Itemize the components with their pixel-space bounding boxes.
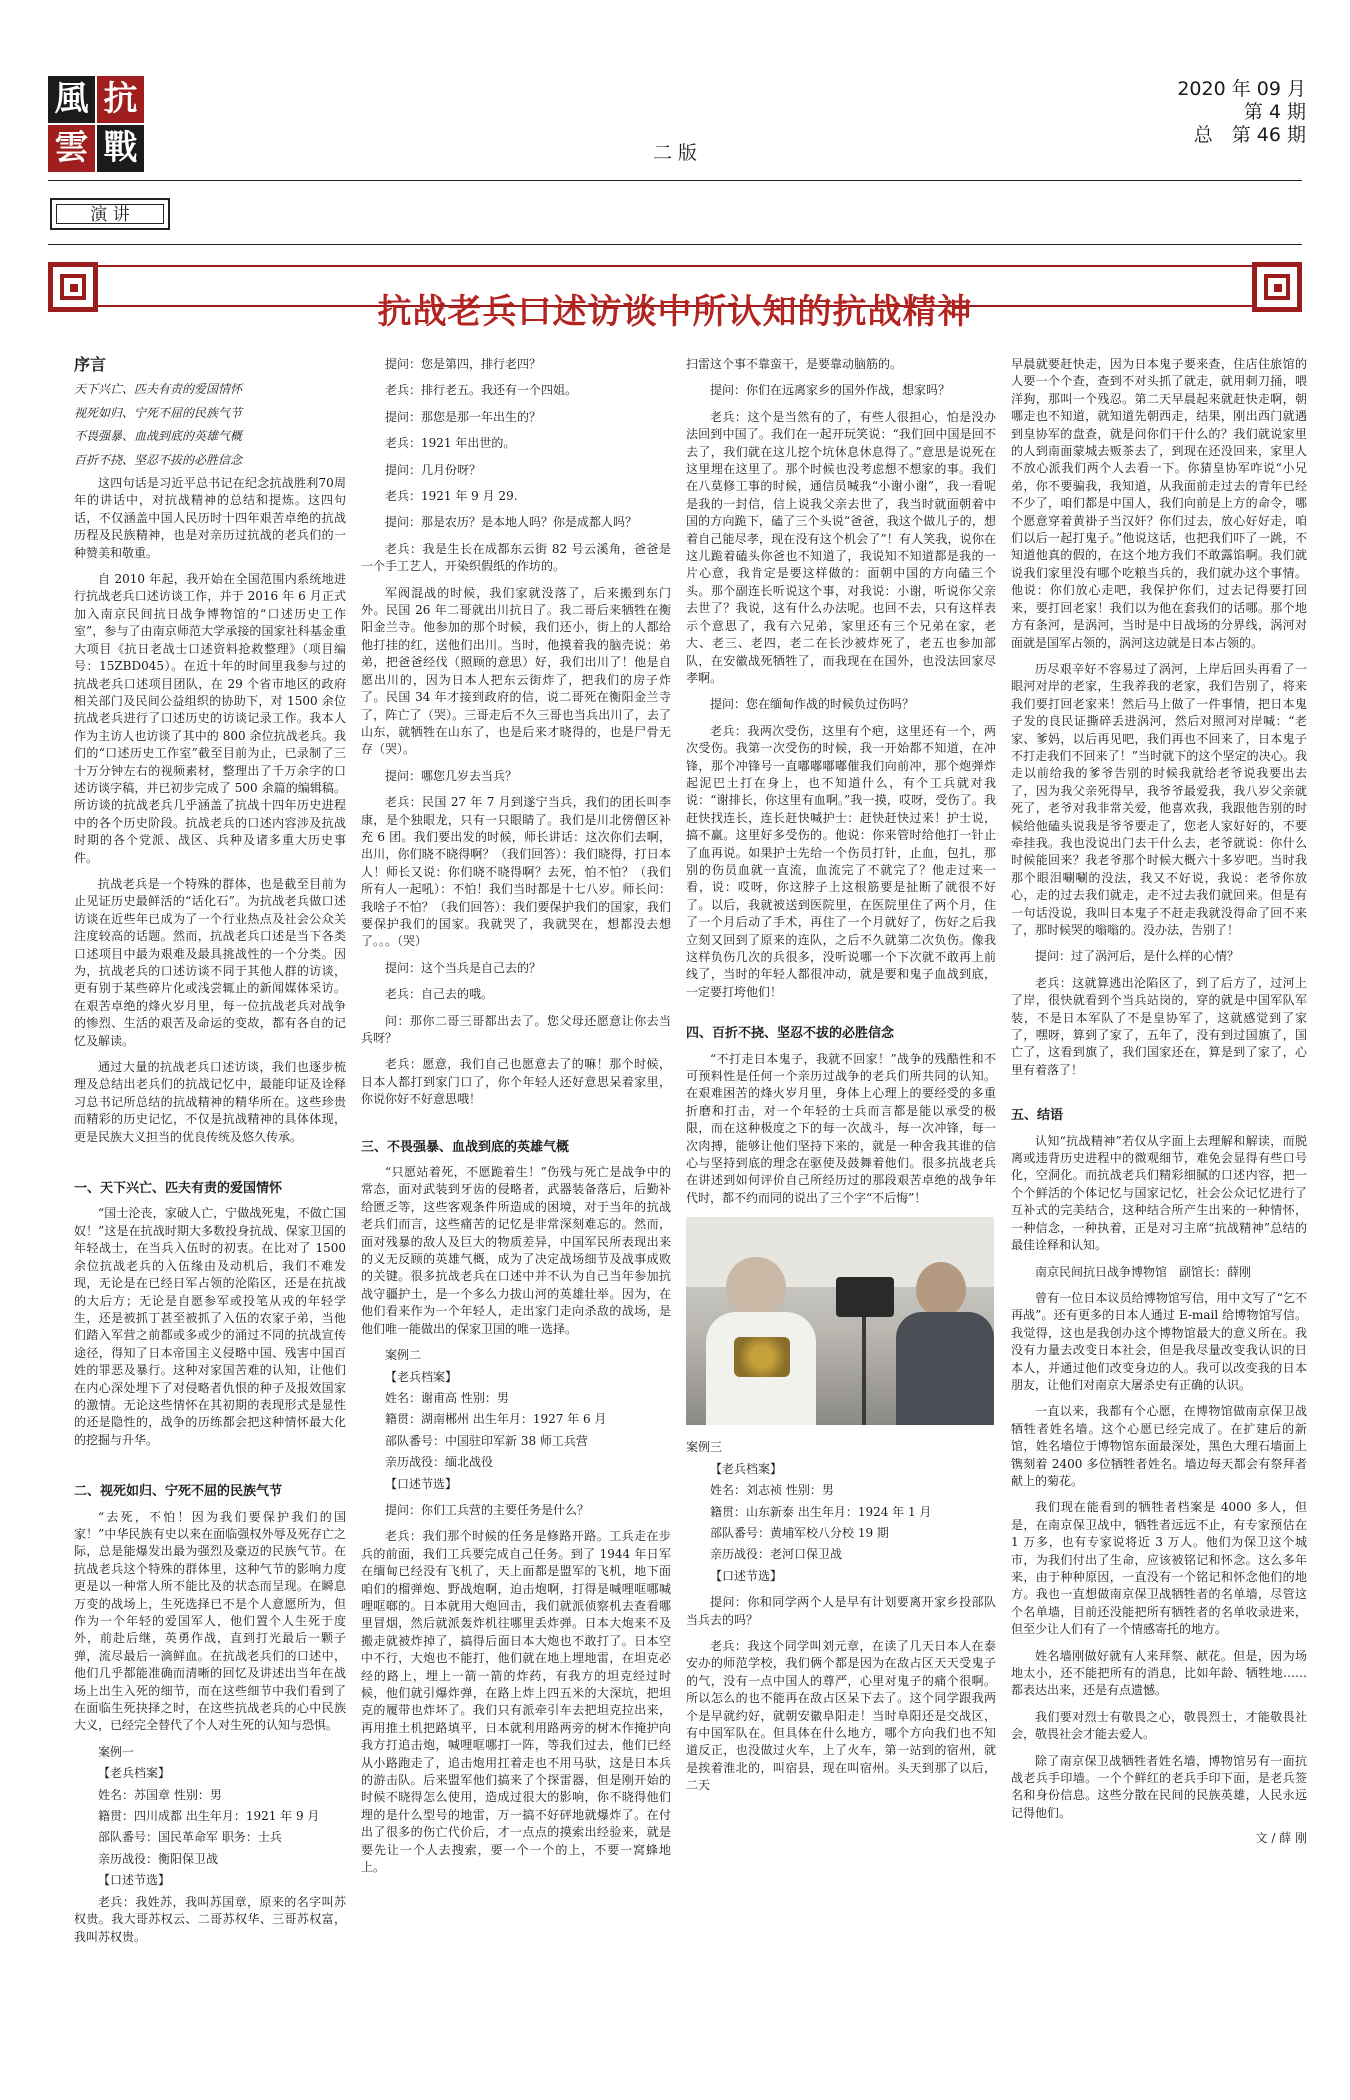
paragraph: 认知“抗战精神”若仅从字面上去理解和解读，而脱离或违背历史进程中的微观细节，难免会显得有些口号化，空洞化。而抗战老兵们精彩细腻的口述内容，把一个个鲜活的个体记忆与国家记忆，社会公众记忆进行了互补式的完美结合，这种结合所产生出来的一种情怀，一种信念，一种执着，正是对习主席“抗战精神”总结的最佳诠释和认知。 bbox=[1011, 1133, 1307, 1253]
case-profile-field: 亲历战役：老河口保卫战 bbox=[710, 1547, 843, 1562]
paragraph: 老兵：民国 27 年 7 月到遂宁当兵，我们的团长叫李康，是个独眼龙，只有一只眼睛了。我们是川北傍僧区补充 6 团。我们要出发的时候，师长讲话：这次你们去啊，出川，你们晓不晓得啊？（我们回答）：我们晓得，打日本人！师长又说：你们晓不晓得啊？去死，怕不怕？（我们所有人一起吼）：不怕！我们当时都是十七八岁。师长问：我啥子不怕？（我们回答）：我们要保护我们的国家，我们要保护我们的国家。我就哭了，我就哭在，想都没去想了。。。（哭） bbox=[361, 795, 671, 949]
motto-line: 不畏强暴、血战到底的英雄气概 bbox=[74, 429, 243, 444]
paragraph: 抗战老兵是一个特殊的群体，也是截至目前为止见证历史最鲜活的“话化石”。为抗战老兵做口述访谈在近些年已成为了一个行业热点及社会公众关注度较高的话题。然而，抗战老兵口述是当下各类口述项目中最为艰难及最具挑战性的一个分类。因为，抗战老兵的口述访谈不同于其他人群的访谈，更有别于某些碎片化或浅尝辄止的新闻媒体采访。在艰苦卓绝的烽火岁月里，每一位抗战老兵对战争的惨烈、生活的艰苦及命运的变故，都有各自的记忆及解读。 bbox=[74, 876, 346, 1048]
paragraph: 老兵：我姓苏，我叫苏国章，原来的名字叫苏权贵。我大哥苏权云、二哥苏权华、三哥苏权富，我叫苏权贵。 bbox=[74, 1894, 346, 1944]
case-profile-field: 亲历战役：衡阳保卫战 bbox=[98, 1851, 219, 1866]
paragraph: 这四句话是习近平总书记在纪念抗战胜利70周年的讲话中，对抗战精神的总结和提炼。这四句话，不仅涵盖中国人民历时十四年艰苦卓绝的抗战历程及民族精神，也是对亲历过抗战的老兵们的一种赞美和敬重。 bbox=[74, 476, 346, 560]
qa-line: 提问：您是第四，排行老四？ bbox=[385, 357, 542, 371]
qa-line: 老兵：排行老五。我还有一个四姐。 bbox=[385, 383, 578, 398]
camera bbox=[836, 1277, 894, 1317]
author-signature: 文 / 薛 刚 bbox=[1255, 1831, 1307, 1846]
case-profile-field: 籍贯：山东新泰 出生年月：1924 年 1 月 bbox=[710, 1504, 932, 1519]
paragraph: 我们现在能看到的牺牲者档案是 4000 多人，但是，在南京保卫战中，牺牲者远远不止，有专家预估在 1 万多，也有专家说将近 3 万人。他们为保卫这个城市，为我们付出了生命，应该被铭记和怀念。这么多年来，由于种种原因，一直没有一个铭记和怀念他们的地方。我也一直想做南京保卫战牺牲者的名单墙，尽管这个名单墙，目前还没能把所有牺牲者的名单收录进来，但至少让人们有了一个情感寄托的地方。 bbox=[1011, 1500, 1307, 1637]
paragraph: 我们要对烈士有敬畏之心，敬畏烈士，才能敬畏社会，敬畏社会才能去爱人。 bbox=[1011, 1709, 1307, 1742]
medals bbox=[734, 1337, 790, 1377]
case-profile-field: 姓名：刘志祯 性别：男 bbox=[710, 1483, 834, 1498]
qa-line: 老兵：自己去的哦。 bbox=[385, 987, 494, 1002]
qa-line: 提问：那您是那一年出生的？ bbox=[385, 409, 542, 424]
case-label: 案例一 bbox=[98, 1744, 135, 1759]
paragraph: 一直以来，我都有个心愿，在博物馆做南京保卫战牺牲者姓名墙。这个心愿已经完成了。在扩建后的新馆，姓名墙位于博物馆东面最深处，黑色大理石墙面上镌刻着 2400 多位牺牲者姓名。墙边每天都会有祭拜者献上的菊花。 bbox=[1011, 1404, 1307, 1488]
case-excerpt-heading: 【口述节选】 bbox=[98, 1873, 171, 1888]
case-label: 案例三 bbox=[686, 1440, 723, 1455]
section-heading: 三、不畏强暴、血战到底的英雄气概 bbox=[361, 1139, 570, 1155]
case-profile-field: 籍贯：四川成都 出生年月：1921 年 9 月 bbox=[98, 1809, 320, 1824]
article-title: 抗战老兵口述访谈中所认知的抗战精神 bbox=[377, 292, 973, 332]
interviewer-head bbox=[916, 1262, 966, 1317]
issue-number: 第 4 期 bbox=[1243, 101, 1306, 123]
case-profile-field: 姓名：谢甫高 性别：男 bbox=[385, 1390, 509, 1405]
paragraph: 早晨就要赶快走，因为日本鬼子要来查，住店住旅馆的人要一个个查，查到不对头抓了就走，就用刺刀捅，喂洋狗，那叫一个残忍。第二天早晨起来就赶快走啊，朝哪走也不知道，就知道先朝西走，结果，刚出西门就遇到皇协军的盘查，就是问你们干什么的？我们就说家里的人到南面蒙城去贩茶去了，到现在还没回来，家里人不放心派我们两个人去看一下。你猜皇协军咋说“小兄弟，你不要骗我，我知道，从我面前走过去的青年已经不少了，咱们都是中国人，我们向前是上方的命令，哪个愿意穿着黄褂子当汉奸？你们过去，放心好好走，咱们以后一起打鬼子。”他说这话，也把我们吓了一跳，不知道他真的假的，在这个地方我们不敢露馅啊。我们就说我们家里没有哪个吃粮当兵的，我们就办这个事情。他说：你们放心走吧，我保护你们，过去记得要打回来，要打回老家！我们以为他在套我们的话哪。那个地方有条河，是涡河，当时是中日战场的分界线，涡河对面就是国军占领的，涡河这边就是日本占领的。 bbox=[1011, 357, 1307, 650]
case-profile-field: 籍贯：湖南郴州 出生年月：1927 年 6 月 bbox=[385, 1412, 607, 1427]
motto-line: 百折不挠、坚忍不拔的必胜信念 bbox=[74, 452, 243, 467]
paragraph: 姓名墙刚做好就有人来拜祭、献花。但是，因为场地太小，还不能把所有的消息，比如年龄、牺牲地……都表达出来，还是有点遗憾。 bbox=[1011, 1648, 1307, 1698]
qa-line: 提问：你们在远离家乡的国外作战，想家吗？ bbox=[710, 383, 951, 398]
qa-line: 提问：你们工兵营的主要任务是什么？ bbox=[385, 1502, 590, 1517]
paragraph: “只愿站着死，不愿跪着生！”伤残与死亡是战争中的常态，面对武装到牙齿的侵略者，武器装备落后，后勤补给匮乏等，这些客观条件所造成的困境，对于当年的抗战老兵们而言，这些痛苦的记忆是非常深刻难忘的。然而，面对残暴的敌人及巨大的物质差异，中国军民所表现出来的义无反顾的英雄气概，成为了决定战场细节及战事成败的关键。很多抗战老兵在口述中并不认为自己当年参加抗战守疆护土，是一个多么力拔山河的英雄壮举。因为，在他们看来作为一个年轻人，走出家门走向杀敌的战场，是他们唯一能做出的保家卫国的唯一选择。 bbox=[361, 1165, 671, 1336]
veteran-head bbox=[726, 1257, 786, 1317]
qa-line: 提问：几月份呀？ bbox=[385, 462, 482, 477]
case-profile-field: 部队番号：黄埔军校八分校 19 期 bbox=[710, 1525, 889, 1540]
case-label: 案例二 bbox=[385, 1348, 422, 1363]
paragraph: 扫雷这个事不靠蛮干，是要靠动脑筋的。 bbox=[686, 357, 903, 371]
edition-label: 二 版 bbox=[652, 142, 698, 164]
motto-line: 天下兴亡、匹夫有责的爱国情怀 bbox=[74, 382, 243, 397]
paragraph: 除了南京保卫战牺牲者姓名墙，博物馆另有一面抗战老兵手印墙。一个个鲜红的老兵手印下面，是老兵签名和身份信息。这些分散在民间的民族英雄，人民永远记得他们。 bbox=[1011, 1753, 1307, 1820]
qa-line: 提问：这个当兵是自己去的？ bbox=[385, 960, 542, 975]
tripod bbox=[862, 1317, 866, 1425]
logo-char: 風 bbox=[48, 76, 95, 123]
case-excerpt-heading: 【口述节选】 bbox=[710, 1568, 783, 1583]
qa-line: 老兵：1921 年出世的。 bbox=[385, 436, 516, 451]
preface-heading: 序言 bbox=[74, 356, 107, 374]
case-profile-field: 部队番号：国民革命军 职务：士兵 bbox=[98, 1830, 282, 1845]
paragraph: 老兵：这个是当然有的了，有些人很担心，怕是没办法回到中国了。我们在一起开玩笑说：“我们回中国是回不去了，我们就在这儿挖个坑休息休息得了。”意思是说死在这里埋在这里了。那个时候也没考虑想不想家的事。我们在八莫修工事的时候，通信员喊我“小谢小谢”，我一看呢是我的一封信，信上说我父亲去世了，我当时就面朝着中国的方向跪下，磕了三个头说“爸爸，我这个做儿子的，想着自己能尽孝，现在没有这个机会了”！有人笑我，说你在这儿跪着磕头你爸也不知道了，我说知不知道都是我的一片心意，我肯定是要这样做的：面朝中国的方向磕三个头。那个副连长听说这个事，对我说：小谢，听说你父亲去世了？我说，这有什么办法呢。也回不去，只有这样表示个意思了，我有六兄弟，家里还有三个兄弟在家，老大、老三、老四，老二在长沙被炸死了，老五也参加部队，在安徽战死牺牲了，而我现在在国外，也没法回家尽孝啊。 bbox=[686, 409, 996, 685]
paragraph: 军阀混战的时候，我们家就没落了，后来搬到东门外。民国 26 年二哥就出川抗日了。我二哥后来牺牲在衡阳金兰寺。他参加的那个时候，我们还小，街上的人都给他打挂的红，送他们出川。当时，他摸着我的脑壳说：弟弟，把爸爸经伐（照顾的意思）好，我们出川了！他是自愿出川的，因为日本人把东云街炸了，把我们的房子炸了。民国 34 年才接到政府的信，说二哥死在衡阳金兰寺了，阵亡了（哭）。三哥走后不久三哥也当兵出川了，去了山东，就牺牲在山东了，也是后来才晓得的，也是尸骨无存（哭）。 bbox=[361, 585, 671, 757]
qa-line: 问：那你二哥三哥都出去了。您父母还愿意让你去当兵呀？ bbox=[361, 1013, 671, 1045]
total-issue-number: 总 第 46 期 bbox=[1193, 124, 1306, 146]
paragraph: 老兵：我这个同学叫刘元章，在读了几天日本人在泰安办的师范学校，我们俩个都是因为在敌占区天天受鬼子的气，没有一点中国人的尊严，心里对鬼子的痛个很啊。所以怎么的也不能再在敌占区呆下去了。这个同学跟我两个是早就约好，就朝安徽阜阳走！当时阜阳还是交战区，有中国军队在。但具体在什么地方，哪个方向我们也不知道反正，也没做过火车，上了火车，第一站到的宿州，就是挨着淮北的，叫宿县，现在叫宿州。头天到那了以后，二天 bbox=[686, 1638, 996, 1793]
section-heading: 四、百折不挠、坚忍不拔的必胜信念 bbox=[686, 1026, 895, 1042]
article-column-3 bbox=[686, 356, 996, 2082]
paragraph: 通过大量的抗战老兵口述访谈，我们也逐步梳理及总结出老兵们的抗战记忆中，最能印证及诠释习总书记所总结的抗战精神的精华所在。这些珍贵而精彩的历史记忆，不仅是抗战精神的具体体现，更是民族大义担当的优良传统及悠久传承。 bbox=[74, 1060, 346, 1144]
paragraph: 老兵：我是生长在成都东云街 82 号云溪角，爸爸是一个手工艺人，开染织假纸的作坊的。 bbox=[361, 541, 671, 574]
paragraph: “国士沦丧，家破人亡，宁做战死鬼，不做亡国奴！”这是在抗战时期大多数投身抗战、保家卫国的年轻战士，在当兵入伍时的初衷。在比对了 1500 余位抗战老兵的入伍缘由及动机后，我们不难发现，无论是在已经日军占领的沦陷区，还是在抗战的大后方；无论是自愿参军或投笔从戎的年轻学生，还是被抓丁甚至被抓了入伍的农家子弟，当他们踏入军营之前都或多或少的涌过不同的抗战宣传途径，得知了日本帝国主义侵略中国、残害中国百姓的罪恶及暴行。这种对家国苦难的认知，让他们在内心深处埋下了对侵略者仇恨的种子及报效国家的激情。无论这些情怀在其初期的表现形式是显性的还是隐性的，战争的历练都会把这种情怀最大化的挖掘与升华。 bbox=[74, 1206, 346, 1447]
case-profile-heading: 【老兵档案】 bbox=[98, 1766, 171, 1781]
case-profile-heading: 【老兵档案】 bbox=[710, 1461, 783, 1476]
paragraph: 老兵：这就算逃出沦陷区了，到了后方了，过河上了岸，很快就看到个当兵站岗的，穿的就是中国军队军装，不是日本军队了不是皇协军了，这就感觉到了家了，嘿呀，算到了家了，五年了，没有到过国旗了，国亡了，这看到旗了，我们国家还在，算是到了家了，心里有着落了！ bbox=[1011, 975, 1307, 1077]
paragraph: 老兵：我们那个时候的任务是修路开路。工兵走在步兵的前面，我们工兵要完成自己任务。到了 1944 年日军在缅甸已经没有飞机了，天上面都是盟军的飞机，地下面咱们的榴弹炮、野战炮啊，迫击炮啊，打得是喊哩哐哪喊哩哐啷的。日本就用大炮回击，我们就派侦察机去查看哪里冒烟，然后就派轰炸机往哪里丢炸弹。日本大炮来不及搬走就被炸掉了，搞得后面日本大炮也不敢打了。日本空中不行，大炮也不能打，他们就在地上埋地雷，在坦克必经的路上，埋上一箭一箭的炸药，有我方的坦克经过时候，他们就引爆炸弹，在路上炸上四五米的大深坑，把坦克的履带也炸坏了。我们只有派牵引车去把坦克拉出来，再用推土机把路填平，日本就利用路两旁的树木作掩护向我方打追击炮，喊哩哐哪打一阵，等我们过去，他们已经从小路跑走了，追击炮用扛着走也不用马驮，这是日本兵的游击队。后来盟军他们搞来了个探雷器，但是刚开始的时候不晓得怎么使用，造成过很大的影响，你不晓得他们埋的是什么型号的地雷，万一搞不好砰地就爆炸了。在付出了很多的伤亡代价后，才一点点的摸索出经验来，就是要先让一个人去搜索，要一个一个的上，不要一窝蜂地上。 bbox=[361, 1529, 671, 1875]
paragraph: 老兵：愿意，我们自己也愿意去了的嘛！那个时候，日本人都打到家门口了，你个年轻人还好意思呆着家里，你说你好不好意思哦！ bbox=[361, 1057, 671, 1107]
logo-char: 雲 bbox=[48, 125, 95, 172]
paragraph: 历尽艰辛好不容易过了涡河，上岸后回头再看了一眼河对岸的老家，生我养我的老家，我们告别了，将来我们要打回老家来！然后马上做了一件事情，把日本鬼子发的良民证撕碎丢进涡河，然后对照河对岸喊：“老家、爹妈，以后再见吧，我们再也不回来了，日本鬼子不打走我们不回来了！”当时就下的这个坚定的决心。我走以前给我的爹爷告别的时候我就给老爷说我要出去了，因为我父亲死得早，我爷爷最爱我，我八岁父亲就死了，老爷对我非常关爱，他喜欢我，我跟他告别的时候给他磕头说我是爷爷要走了，您老人家好好的，不要牵挂我。我也没说出门去干什么去，老爷就说：你什么时候能回来？我老爷那个时候大概六十多岁吧。当时我那个眼泪唰唰的没法，我又不好说，我说：老爷你放心，走的过去我们就走，走不过去我们就回来。但是有一句话没说，我叫日本鬼子不赶走我就没得命了回不来了，那时候哭的嗡嗡的。没办法，告别了！ bbox=[1011, 661, 1307, 937]
motto-line: 视死如归、宁死不屈的民族气节 bbox=[74, 405, 243, 420]
case-profile-heading: 【老兵档案】 bbox=[385, 1369, 458, 1384]
logo-char: 戰 bbox=[97, 125, 144, 172]
article-column-4 bbox=[1011, 356, 1307, 2082]
logo-char: 抗 bbox=[97, 76, 144, 123]
qa-line: 提问：您在缅甸作战的时候负过伤吗？ bbox=[710, 697, 915, 712]
title-band-line-top bbox=[98, 265, 1252, 267]
qa-line: 提问：那是农历？是本地人吗？你是成都人吗？ bbox=[385, 515, 638, 530]
section-heading: 一、天下兴亡、匹夫有责的爱国情怀 bbox=[74, 1181, 283, 1197]
qa-line: 提问：哪您几岁去当兵？ bbox=[385, 768, 518, 783]
paragraph: “不打走日本鬼子，我就不回家！”战争的残酷性和不可预料性是任何一个亲历过战争的老兵们所共同的认知。在艰难困苦的烽火岁月里，身体上心理上的要经受的多重折磨和打击，对一个年轻的士兵而言都是能以承受的极限，而在这种极度之下的每一次战斗，每一次冲锋，每一次肉搏，能够让他们坚持下来的，就是一种舍我其谁的信心与坚持到底的理念在驱使及鼓舞着他们。很多抗战老兵在讲述到如何评价自己所经历过的那段艰苦卓绝的战争年代时，都不约而同的说出了三个字“不后悔”！ bbox=[686, 1051, 996, 1205]
case-profile-field: 部队番号：中国驻印军新 38 师工兵营 bbox=[385, 1433, 588, 1448]
section-tag bbox=[50, 198, 170, 230]
author-line: 南京民间抗日战争博物馆 副馆长：薛刚 bbox=[1035, 1264, 1252, 1279]
article-column-1 bbox=[74, 356, 346, 2082]
section-label: 演 讲 bbox=[56, 204, 164, 224]
section-heading: 二、视死如归、宁死不屈的民族气节 bbox=[74, 1484, 283, 1500]
divider bbox=[48, 244, 1302, 245]
case-profile-field: 亲历战役：缅北战役 bbox=[385, 1455, 494, 1470]
interview-photo bbox=[686, 1217, 994, 1425]
qa-line: 提问：过了涡河后，是什么样的心情？ bbox=[1035, 949, 1240, 964]
qa-line: 老兵：1921 年 9 月 29. bbox=[385, 489, 518, 504]
case-excerpt-heading: 【口述节选】 bbox=[385, 1476, 458, 1491]
qa-line: 提问：你和同学两个人是早有计划要离开家乡投部队当兵去的吗？ bbox=[686, 1595, 996, 1627]
paragraph: 曾有一位日本议员给博物馆写信，用中文写了“乞不再战”。还有更多的日本人通过 E-mail 给博物馆写信。我觉得，这也是我创办这个博物馆最大的意义所在。我没有力量去改变日本社会，但是我尽量改变我认识的日本人，并通过他们改变身边的人。我可以改变我的日本朋友，让他们对南京大屠杀史有正确的认识。 bbox=[1011, 1290, 1307, 1392]
section-heading: 五、结语 bbox=[1011, 1108, 1064, 1124]
article-column-2 bbox=[361, 356, 671, 2082]
issue-date: 2020 年 09 月 bbox=[1177, 78, 1306, 100]
paragraph: 自 2010 年起，我开始在全国范围内系统地进行抗战老兵口述访谈工作，并于 2016 年 6 月正式加入南京民间抗日战争博物馆的“口述历史工作室”，参与了由南京师范大学承接的国家社科基金重大项目《抗日老战士口述资料抢救整理》（项目编号：15ZBD045）。在近十年的时间里我参与过的抗战老兵口述项目团队，在 29 个省市地区的政府相关部门及民间公益组织的协助下，对 1500 余位抗战老兵进行了口述历史的访谈记录工作。我本人作为主访人也访谈了其中的 800 余位抗战老兵。我们的“口述历史工作室”截至目前为止，已录制了三十万分钟左右的视频素材，整理出了千万余字的口述访谈字稿，并已初步完成了 500 余篇的编辑稿。所访谈的抗战老兵几乎涵盖了抗战十四年历史进程中的各个历史阶段。抗战老兵的口述内容涉及抗战时期的各个党派、战区、兵种及诸多重大历史事件。 bbox=[74, 572, 346, 865]
paragraph: 老兵：我两次受伤，这里有个疤，这里还有一个，两次受伤。我第一次受伤的时候，我一开始都不知道，在冲锋，那个冲锋号一直嘟嘟嘟嘟催我们向前冲，那个炮弹炸起泥巴土打在身上，也不知道什么，有个工兵就对我说：“谢排长，你这里有血啊。”我一摸，哎呀，受伤了。我赶快找连长，连长赶快喊护士：赶快赶快过来！护士说，搞不赢。这里好多受伤的。他说：你来管时给他打一针止了血再说。如果护士先给一个伤员打针，止血，包扎，那别的伤员血就一直流，血流完了不就完了？他走过来一看，说：哎呀，你这脖子上这根筋要是扯断了就很不好了。以后，我就被送到医院里，在医院里住了两个月，住了一个月后动了手术，再住了一个月就好了，伤好之后我立刻又回到了原来的连队，之后不久就第二次负伤。像我这样负伤几次的兵很多，没听说哪一个下次就不敢再上前线了，当时的年轻人都很冲动，就是要和鬼子血战到底，一定要打垮他们！ bbox=[686, 723, 996, 999]
interviewer-body bbox=[896, 1312, 994, 1425]
issue-info bbox=[1177, 78, 1306, 147]
divider bbox=[48, 180, 1302, 181]
case-profile-field: 姓名：苏国章 性别：男 bbox=[98, 1787, 222, 1802]
paragraph: “去死，不怕！因为我们要保护我们的国家！”中华民族有史以来在面临强权外辱及死存亡之际，总是能爆发出最为强烈及豪迈的民族气节。在抗战老兵这个特殊的群体里，这种气节的影响力度更是以一种常人所不能比及的状态而呈现。在瞬息万变的战场上，生死选择已不是个人意愿所为，但作为一个年轻的爱国军人，他们置个人生死于度外，前赴后继，英勇作战，直到打光最后一颗子弹，流尽最后一滴鲜血。在抗战老兵们的口述中，他们几乎都能准确而清晰的回忆及讲述出当年在战场上出生入死的细节，而在这些细节中我们看到了在面临生死抉择之时，在这些抗战老兵的心中民族大义，已经完全替代了个人对生死的认知与恐惧。 bbox=[74, 1509, 346, 1733]
